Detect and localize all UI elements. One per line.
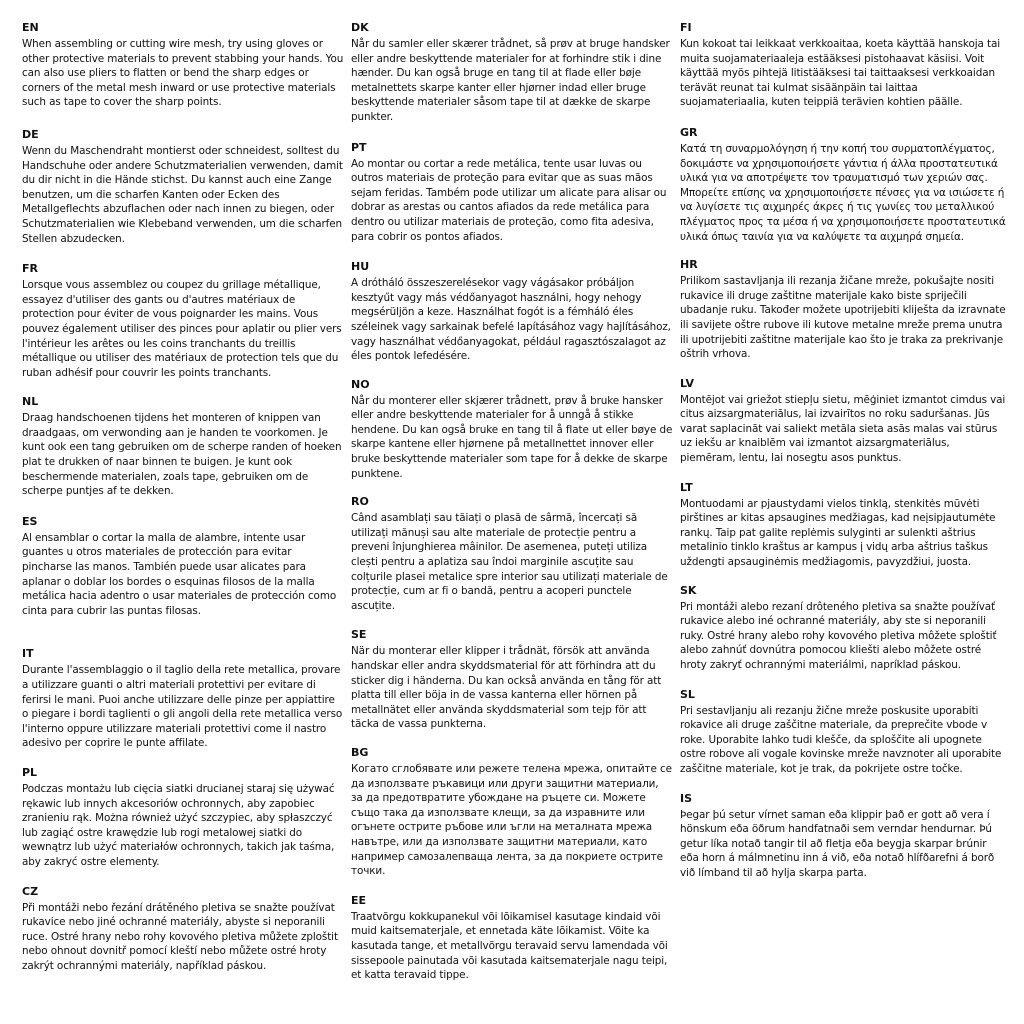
language-code: NL [22, 395, 39, 409]
section-bg [351, 747, 673, 879]
warning-text: Κατά τη συναρμολόγηση ή την κοπή του συρματοπλέγματος, δοκιμάστε να χρησιμοποιήσετε γάντια ή άλλα προστατευτικά υλικά για να αποτρέψετε τον τραυματισμό των χεριών σας. Μπορείτε επίσης να χρησιμοποιήσετε πένσες για να ισιώσετε ή να λυγίσετε τις αιχμηρές άκρες ή τις γωνίες του μεταλλικού πλέγματος προς τα μέσα ή να χρησιμοποιήσετε προστατευτικά υλικά όπως ταινία για να καλύψετε τα αιχμηρά σημεία. [680, 142, 1006, 243]
language-code: HU [351, 260, 370, 274]
section-is [680, 793, 1006, 881]
language-code: GR [680, 125, 698, 139]
section-cz [22, 886, 344, 974]
section-se [351, 629, 673, 732]
warning-text: When assembling or cutting wire mesh, try using gloves or other protective materials to prevent stabbing your hands. You can also use pliers to flatten or bend the sharp edges or corners of the metal mesh inward or use protective materials such as tape to cover the sharp points. [22, 38, 344, 109]
language-code: HR [680, 258, 698, 272]
section-fi [680, 22, 1006, 110]
section-en [22, 22, 344, 110]
warning-text: Při montáži nebo řezání drátěného pletiva se snažte používat rukavice nebo jiné ochranné materiály, abyste si neporanili ruce. Ostré hrany nebo rohy kovového pletiva můžete zploštit nebo ohnout dovnitř pomocí kleští nebo můžete ostré hroty zakrýt ochrannými materiály, například páskou. [22, 901, 338, 972]
language-code: DE [22, 127, 39, 141]
section-hu [351, 261, 673, 364]
warning-text: Когато сглобявате или режете телена мрежа, опитайте се да използвате ръкавици или други защитни материали, за да предотвратите убождане на ръцете си. Можете също така да използвате клещи, за да изравните или огънете острите ръбове или ъгли на металната мрежа навътре, или да използвате защитни материали, като например самозалепваща лента, за да покриете острите точки. [351, 762, 672, 878]
section-nl [22, 396, 344, 499]
warning-text: Montuodami ar pjaustydami vielos tinklą, stenkitės mūvėti pirštines ar kitas apsaugines medžiagas, kad neįsipjautumėte rankų. Taip pat galite replėmis sulyginti ar sulenkti aštrius metalinio tinklo kraštus ar kampus į vidų arba aštrius taškus uždengti apsauginėmis medžiagomis, pavyzdžiui, juosta. [680, 497, 996, 569]
language-code: FR [22, 262, 38, 276]
language-code: SE [351, 628, 367, 642]
language-code: BG [351, 745, 369, 759]
language-code: EE [351, 893, 367, 907]
warning-text: Durante l'assemblaggio o il taglio della rete metallica, provare a utilizzare guanti o altri materiali protettivi per evitare di ferirsi le mani. Puoi anche utilizzare delle pinze per appiattire o piegare i bordi taglienti o gli angoli della rete metallica verso l'interno oppure utilizzare materiali protettivi come il nastro adesivo per coprire le punte affilate. [22, 664, 343, 750]
warning-text: Kun kokoat tai leikkaat verkkoaitaa, koeta käyttää hanskoja tai muita suojamateriaaleja estääksesi pistohaavat käsiisi. Voit käyttää myös pihtejä litistääksesi tai taittaaksesi verkkoaidan terävät reunat tai kulmat sisäänpäin tai laittaa suojamateriaalia, kuten teippiä terävien kohtien päälle. [680, 38, 1001, 109]
warning-text: Când asamblați sau tăiați o plasă de sârmă, încercați să utilizați mănuși sau alte materiale de protecție pentru a preveni înjunghierea mâinilor. De asemenea, puteți utiliza clești pentru a aplatiza sau îndoi marginile ascuțite sau colțurile plasei metalice spre interior sau utilizați materiale de protecție, cum ar fi o bandă, pentru a acoperi punctele ascuțite. [351, 512, 668, 612]
warning-text: När du monterar eller klipper i trådnät, försök att använda handskar eller andra skyddsmaterial för att förhindra att du sticker dig i händerna. Du kan också använda en tång för att platta till eller böja in de vassa kanterna eller hörnen på metallnätet eller använda skyddsmaterial som tejp för att täcka de vassa punkterna. [351, 645, 662, 731]
language-code: EN [22, 21, 39, 34]
language-code: LT [680, 480, 693, 494]
warning-text: Når du samler eller skærer trådnet, så prøv at bruge handsker eller andre beskyttende materialer for at forhindre stik i dine hænder. Du kan også bruge en tang til at flade eller bøje metalnettets skarpe kanter eller hjørner indad eller bruge beskyttende materialer såsom tape til at dække de skarpe punkter. [351, 38, 670, 123]
section-ee [351, 895, 673, 983]
column-right [680, 22, 1006, 881]
warning-text: Draag handschoenen tijdens het monteren of knippen van draadgaas, om verwonding aan je handen te voorkomen. Je kunt ook een tang gebruiken om de scherpe randen of hoeken plat te drukken of naar binnen te buigen. Je kunt ook beschermende materialen, zoals tape, gebruiken om de scherpe puntjes af te dekken. [22, 412, 342, 498]
language-code: FI [680, 21, 692, 34]
language-code: SK [680, 583, 697, 597]
section-sl [680, 689, 1006, 777]
warning-text: A drótháló összeszerelésekor vagy vágásakor próbáljon kesztyűt vagy más védőanyagot használni, hogy nehogy megsérüljön a keze. Használhat fogót is a fémháló éles széleinek vagy sarkainak befelé lapításához vagy hajlításához, vagy használhat védőanyagokat, például ragasztószalagot az éles pontok lefedésére. [351, 277, 671, 363]
section-it [22, 648, 344, 751]
section-no [351, 379, 673, 482]
section-de [22, 129, 344, 246]
language-code: PL [22, 765, 38, 779]
section-hr [680, 259, 1006, 362]
section-dk [351, 22, 673, 125]
warning-text: Al ensamblar o cortar la malla de alambre, intente usar guantes u otros materiales de protección para evitar pincharse las manos. También puede usar alicates para aplanar o doblar los bordes o esquinas filosos de la malla metálica hacia adentro o usar materiales de protección como cinta para cubrir las puntas filosas. [22, 531, 337, 617]
section-lv [680, 378, 1006, 466]
section-gr [680, 127, 1006, 244]
language-code: LV [680, 376, 695, 390]
warning-text: Ao montar ou cortar a rede metálica, tente usar luvas ou outros materiais de proteção para evitar que as suas mãos sejam feridas. Também pode utilizar um alicate para alisar ou dobrar as arestas ou cantos afiados da rede metálica para dentro ou utilizar materiais de proteção, como fita adesiva, para cobrir os pontos afiados. [351, 157, 667, 243]
language-code: ES [22, 514, 38, 528]
section-pl [22, 767, 344, 870]
language-code: DK [351, 21, 369, 34]
warning-text: Þegar þú setur vírnet saman eða klippir það er gott að vera í hönskum eða öðrum handfatnaði sem verndar hendurnar. Þú getur líka notað tangir til að fletja eða beygja skarpar brúnir eða horn á málmnetinu inn á við, eða notað hlífðarefni á borð við límband til að hylja skarpa parta. [680, 808, 995, 879]
column-left [22, 22, 344, 974]
section-es [22, 516, 344, 619]
section-lt [680, 482, 1006, 570]
warning-text: Lorsque vous assemblez ou coupez du grillage métallique, essayez d'utiliser des gants ou d'autres matériaux de protection pour éviter de vous poignarder les mains. Vous pouvez également utiliser des pinces pour aplatir ou plier vers l'intérieur les arêtes ou les coins tranchants du treillis métallique ou utiliser des matériaux de protection tels que du ruban adhésif pour couvrir les points tranchants. [22, 279, 342, 379]
warning-text: Pri sestavljanju ali rezanju žične mreže poskusite uporabiti rokavice ali druge zaščitne materiale, da preprečite vbode v roke. Uporabite lahko tudi klešče, da sploščite ali upognete ostre robove ali vogale kovinske mreže navznoter ali uporabite zaščitne materiale, kot je trak, da pokrijete ostre točke. [680, 704, 1002, 775]
section-pt [351, 142, 673, 245]
warning-text: Pri montáži alebo rezaní drôteného pletiva sa snažte používať rukavice alebo iné ochranné materiály, aby ste si neporanili ruky. Ostré hrany alebo rohy kovového pletiva môžete sploštiť alebo zahnúť dovnútra pomocou kliešti alebo môžete ostré hroty zakryť ochrannými materiálmi, napríklad páskou. [680, 600, 997, 671]
language-code: IT [22, 647, 34, 661]
warning-text: Podczas montażu lub cięcia siatki drucianej staraj się używać rękawic lub innych akcesoriów ochronnych, aby zapobiec zranieniu rąk. Można również użyć szczypiec, aby spłaszczyć lub zagiąć ostre krawędzie lub rogi metalowej siatki do wewnątrz lub użyć materiałów ochronnych, takich jak taśma, aby zakryć ostre elementy. [22, 782, 335, 868]
section-sk [680, 585, 1006, 673]
language-code: RO [351, 495, 369, 509]
language-code: CZ [22, 884, 39, 898]
warning-text: Wenn du Maschendraht montierst oder schneidest, solltest du Handschuhe oder andere Schutzmaterialien verwenden, damit du dir nicht in die Hände stichst. Du kannst auch eine Zange benutzen, um die scharfen Kanten oder Ecken des Metallgeflechts abzuflachen oder nach innen zu biegen, oder Schutzmaterialien wie Klebeband verwenden, um die scharfen Stellen abzudecken. [22, 144, 343, 245]
language-code: PT [351, 140, 367, 154]
section-fr [22, 263, 344, 380]
section-ro [351, 496, 673, 613]
warning-text: Montējot vai griežot stiepļu sietu, mēģiniet izmantot cimdus vai citus aizsargmateriālus, lai izvairītos no roku saduršanas. Jūs varat saplacināt vai saliekt metāla sieta asās malas vai stūrus uz iekšu ar knaiblēm vai izmantot aizsargmateriālus, piemēram, lentu, lai nosegtu asos punktus. [680, 393, 1006, 465]
warning-text: Traatvõrgu kokkupanekul või lõikamisel kasutage kindaid või muid kaitsematerjale, et ennetada käte lõikamist. Võite ka kasutada tange, et metallvõrgu teravaid servu lamendada või sissepoole painutada või kasutada kaitsematerjale nagu teipi, et katta teravaid tippe. [351, 910, 668, 982]
language-code: NO [351, 377, 370, 391]
column-middle [351, 22, 673, 983]
language-code: SL [680, 687, 695, 701]
warning-text: Prilikom sastavljanja ili rezanja žičane mreže, pokušajte nositi rukavice ili druge zaštitne materijale kako biste spriječili ubadanje ruku. Također možete upotrijebiti kliješta da izravnate ili savijete oštre rubove ili kutove metalne mreže prema unutra ili upotrijebiti zaštitne materijale kao što je traka za prekrivanje oštrih vrhova. [680, 275, 1006, 361]
language-code: IS [680, 791, 693, 805]
warning-text: Når du monterer eller skjærer trådnett, prøv å bruke hansker eller andre beskyttende materialer for å unngå å stikke hendene. Du kan også bruke en tang til å flate ut eller bøye de skarpe kantene eller hjørnene på metallnettet innover eller bruke beskyttende materialer som tape for å dekke de skarpe punktene. [351, 394, 673, 480]
